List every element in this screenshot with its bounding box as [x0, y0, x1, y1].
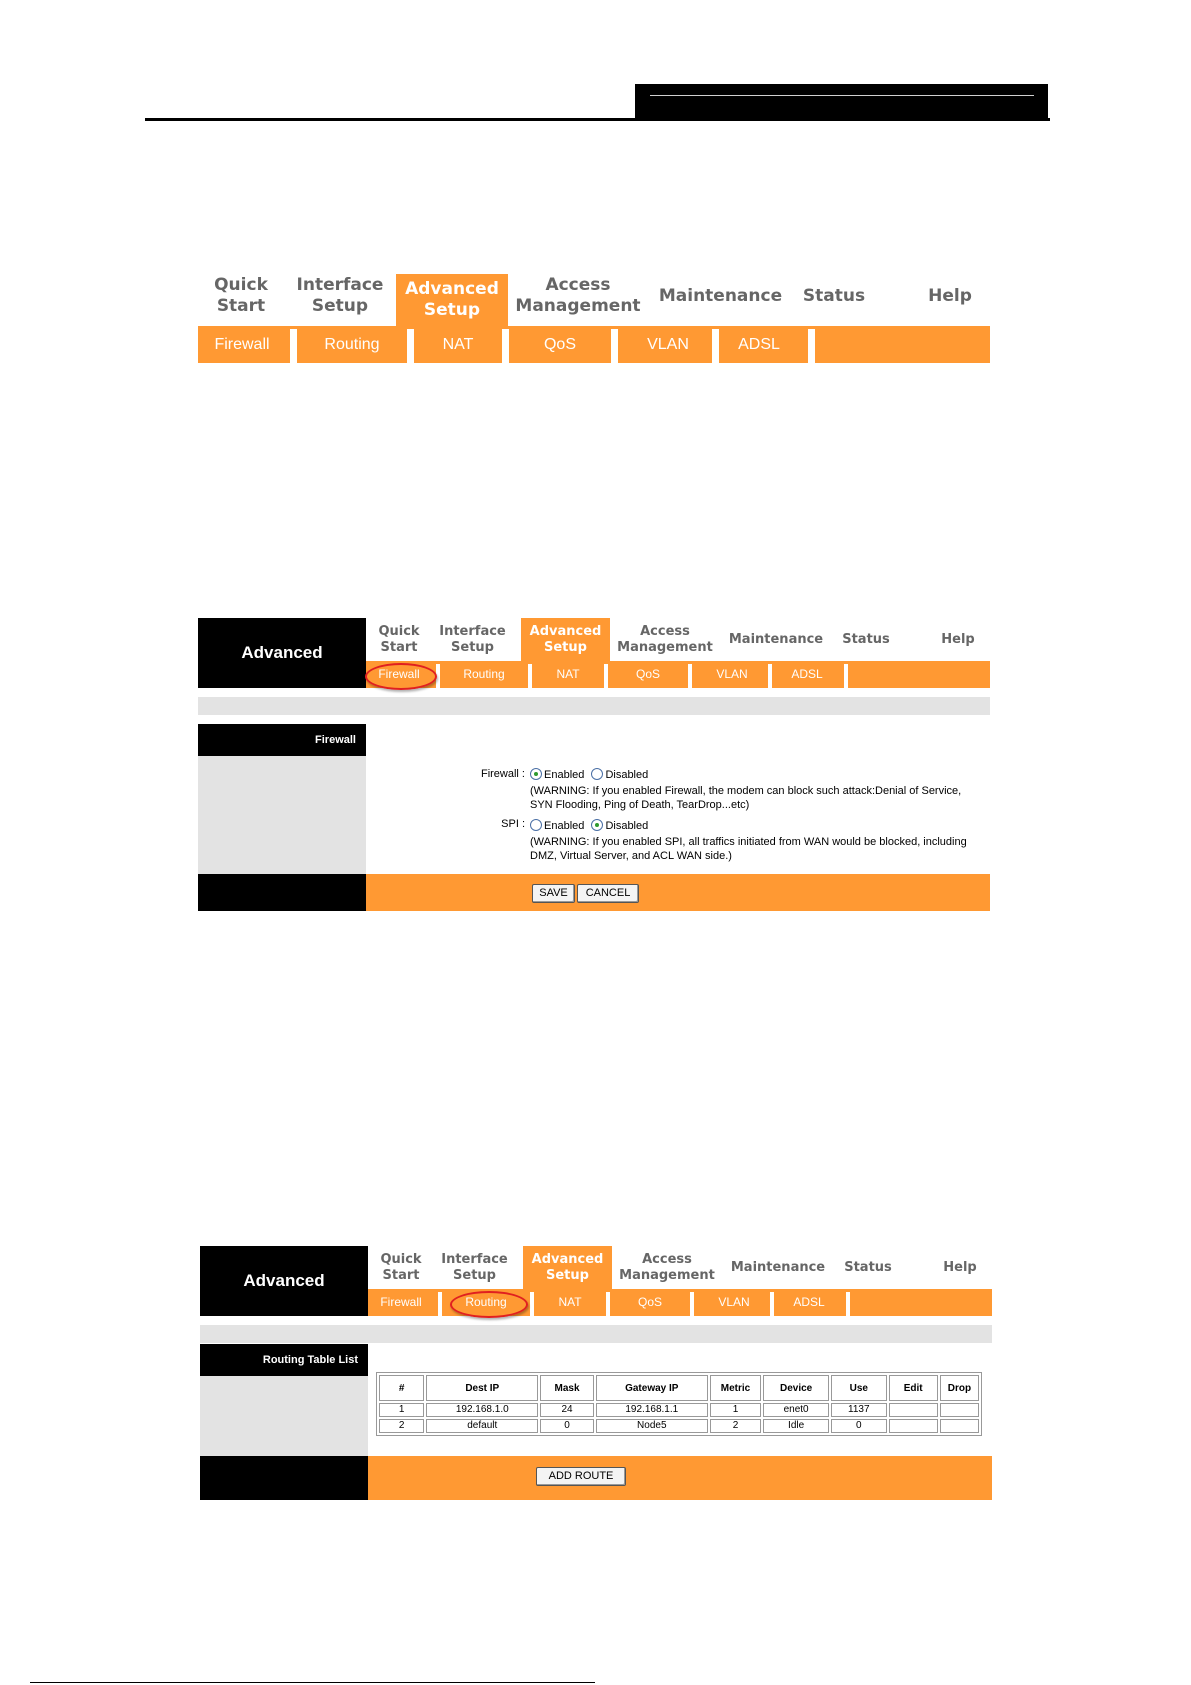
table-cell — [940, 1403, 979, 1417]
footer-bar — [368, 1456, 992, 1500]
tab-status[interactable]: Status — [842, 631, 890, 647]
routing-table — [376, 1372, 982, 1436]
table-header-row — [379, 1375, 979, 1401]
tab-access-management[interactable]: Access Management — [515, 275, 641, 316]
tab-quick-start[interactable]: Quick Start — [380, 1251, 422, 1283]
table-cell: 1 — [710, 1403, 761, 1417]
tab-status[interactable]: Status — [844, 1259, 892, 1275]
subtab-nat[interactable]: NAT — [442, 336, 474, 353]
tab-quick-start[interactable]: Quick Start — [214, 275, 268, 316]
footer-bar — [366, 874, 990, 911]
tab-quick-start[interactable]: Quick Start — [378, 623, 420, 655]
tab-access-management[interactable]: Access Management — [619, 1251, 715, 1283]
tab-access-management[interactable]: Access Management — [617, 623, 713, 655]
firewall-disabled-radio[interactable] — [591, 768, 603, 780]
subtab-routing[interactable]: Routing — [324, 336, 380, 353]
routing-table-area — [368, 1344, 992, 1456]
subtab-separator — [611, 329, 618, 363]
enabled-label: Enabled — [544, 769, 585, 781]
table-cell: 2 — [710, 1419, 761, 1433]
table-cell: 192.168.1.0 — [426, 1403, 538, 1417]
tab-interface-setup[interactable]: Interface Setup — [296, 275, 384, 316]
subtab-adsl[interactable]: ADSL — [738, 336, 780, 353]
column-header: Edit — [889, 1375, 938, 1401]
highlight-circle — [365, 663, 437, 690]
tab-advanced-setup[interactable]: Advanced Setup — [396, 274, 508, 326]
brand-title: Advanced — [200, 1246, 368, 1316]
table-cell: 1 — [379, 1403, 424, 1417]
tab-interface-setup[interactable]: Interface Setup — [441, 1251, 508, 1283]
brand-title: Advanced — [198, 618, 366, 688]
subtab-separator — [808, 329, 815, 363]
subtab-adsl[interactable]: ADSL — [793, 1295, 825, 1309]
subtab-vlan[interactable]: VLAN — [718, 1295, 750, 1309]
subtab-adsl[interactable]: ADSL — [791, 667, 823, 681]
spi-label: SPI : — [501, 818, 525, 830]
tab-advanced-setup[interactable]: Advanced Setup — [523, 1246, 612, 1289]
column-header: Gateway IP — [596, 1375, 708, 1401]
column-header: Metric — [710, 1375, 761, 1401]
warning-line: (WARNING: If you enabled Firewall, the modem can block such attack:Denial of Service, — [530, 785, 962, 797]
subtab-nat[interactable]: NAT — [558, 1295, 582, 1309]
cancel-button[interactable]: CANCEL — [577, 884, 639, 903]
column-header: Device — [763, 1375, 829, 1401]
table-cell — [940, 1419, 979, 1433]
tab-maintenance[interactable]: Maintenance — [728, 631, 824, 647]
column-header: Use — [831, 1375, 887, 1401]
disabled-label: Disabled — [605, 769, 649, 781]
table-cell: 0 — [540, 1419, 593, 1433]
subtab-qos[interactable]: QoS — [635, 667, 660, 681]
table-cell: default — [426, 1419, 538, 1433]
tab-help[interactable]: Help — [928, 285, 972, 306]
separator-band — [200, 1325, 992, 1343]
subtab-routing[interactable]: Routing — [465, 1295, 507, 1309]
firewall-radio-group — [530, 768, 648, 781]
highlight-circle — [450, 1291, 528, 1318]
subtab-separator — [407, 329, 414, 363]
footer-left — [198, 874, 366, 911]
subtab-firewall[interactable]: Firewall — [380, 1295, 422, 1309]
firewall-warning — [530, 785, 961, 811]
section-sidebar — [198, 756, 366, 874]
warning-line: DMZ, Virtual Server, and ACL WAN side.) — [530, 850, 732, 862]
subtab-separator — [502, 329, 509, 363]
table-cell: 192.168.1.1 — [596, 1403, 708, 1417]
spi-enabled-radio[interactable] — [530, 819, 542, 831]
subtab-vlan[interactable]: VLAN — [647, 336, 689, 353]
spi-warning — [530, 836, 967, 862]
subtab-vlan[interactable]: VLAN — [716, 667, 748, 681]
table-cell: 24 — [540, 1403, 593, 1417]
routing-screenshot — [200, 1246, 992, 1500]
header-inner-line — [650, 95, 1034, 96]
section-sidebar — [200, 1376, 368, 1456]
subtab-separator — [846, 1292, 850, 1316]
tab-help[interactable]: Help — [943, 1259, 977, 1275]
main-menu — [198, 266, 990, 326]
column-header: Drop — [940, 1375, 979, 1401]
table-cell — [889, 1419, 938, 1433]
table-cell: 0 — [831, 1419, 887, 1433]
table-cell: Idle — [763, 1419, 829, 1433]
subtab-qos[interactable]: QoS — [637, 1295, 662, 1309]
table-cell: enet0 — [763, 1403, 829, 1417]
column-header: Mask — [540, 1375, 593, 1401]
subtab-separator — [844, 664, 848, 688]
subtab-nat[interactable]: NAT — [556, 667, 580, 681]
tab-advanced-setup[interactable]: Advanced Setup — [521, 618, 610, 661]
subtab-qos[interactable]: QoS — [543, 336, 576, 353]
tab-help[interactable]: Help — [941, 631, 975, 647]
footer-rule — [30, 1682, 595, 1683]
sub-menu — [366, 661, 990, 688]
column-header: # — [379, 1375, 424, 1401]
subtab-routing[interactable]: Routing — [463, 667, 505, 681]
section-title: Routing Table List — [200, 1344, 368, 1376]
warning-line: SYN Flooding, Ping of Death, TearDrop...etc) — [530, 799, 750, 811]
tab-status[interactable]: Status — [802, 285, 866, 306]
spi-disabled-radio[interactable] — [591, 819, 603, 831]
table-cell: Node5 — [596, 1419, 708, 1433]
subtab-separator — [712, 329, 719, 363]
firewall-label: Firewall : — [480, 768, 525, 780]
firewall-enabled-radio[interactable] — [530, 768, 542, 780]
separator-band — [198, 697, 990, 715]
tab-maintenance[interactable]: Maintenance — [730, 1259, 826, 1275]
nav-screenshot — [198, 266, 990, 363]
spi-radio-group — [530, 819, 648, 832]
footer-left — [200, 1456, 368, 1500]
section-title: Firewall — [198, 724, 366, 756]
firewall-screenshot — [198, 618, 990, 911]
subtab-separator — [290, 329, 297, 363]
main-menu — [366, 618, 990, 661]
subtab-firewall[interactable]: Firewall — [214, 336, 270, 353]
sub-menu — [198, 326, 990, 363]
table-row — [379, 1419, 979, 1433]
enabled-label: Enabled — [544, 820, 585, 832]
firewall-form — [366, 724, 990, 874]
warning-line: (WARNING: If you enabled SPI, all traffics initiated from WAN would be blocked, including — [530, 836, 967, 848]
tab-interface-setup[interactable]: Interface Setup — [439, 623, 506, 655]
add-route-button[interactable]: ADD ROUTE — [536, 1467, 626, 1486]
table-cell — [889, 1403, 938, 1417]
tab-maintenance[interactable]: Maintenance — [658, 285, 783, 306]
main-menu — [368, 1246, 992, 1289]
subtab-firewall[interactable]: Firewall — [378, 667, 420, 681]
save-button[interactable]: SAVE — [532, 884, 575, 903]
header-block — [635, 84, 1048, 121]
table-cell: 1137 — [831, 1403, 887, 1417]
disabled-label: Disabled — [605, 820, 649, 832]
table-cell: 2 — [379, 1419, 424, 1433]
column-header: Dest IP — [426, 1375, 538, 1401]
table-row — [379, 1403, 979, 1417]
